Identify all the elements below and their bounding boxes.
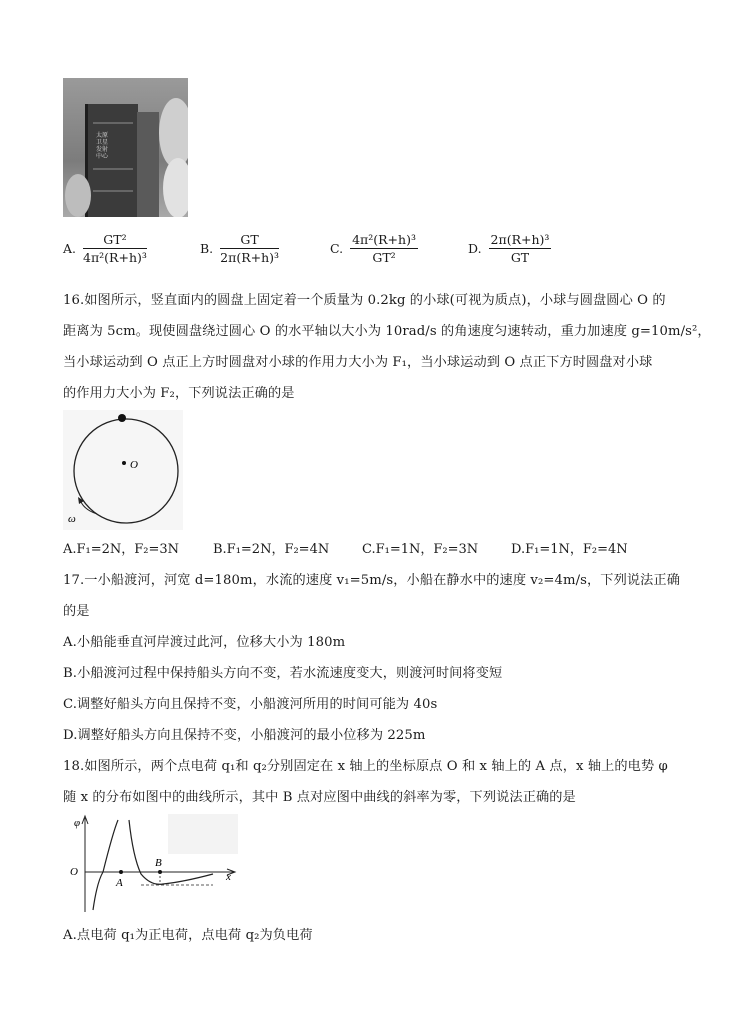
a-label: A bbox=[116, 877, 123, 889]
q16-option-c[interactable]: C.F₁=1N，F₂=3N bbox=[362, 542, 479, 557]
q17-option-c[interactable]: C.调整好船头方向且保持不变，小船渡河所用的时间可能为 40s bbox=[63, 697, 438, 712]
fraction-numerator: 4π²(R+h)³ bbox=[352, 232, 416, 247]
q18-text-line: 随 x 的分布如图中的曲线所示，其中 B 点对应图中曲线的斜率为零，下列说法正确的是 bbox=[63, 790, 576, 805]
q15-option-a[interactable] bbox=[63, 232, 147, 265]
center-label: O bbox=[130, 459, 138, 471]
x-label: x bbox=[226, 871, 231, 883]
q15-option-b-fraction bbox=[220, 232, 279, 265]
q17-text-line: 的是 bbox=[63, 604, 90, 619]
q18-text-line: 18.如图所示，两个点电荷 q₁和 q₂分别固定在 x 轴上的坐标原点 O 和 x 轴上的 A 点，x 轴上的电势 φ bbox=[63, 759, 668, 774]
phi-label: φ bbox=[74, 817, 81, 829]
curve-left-branch bbox=[93, 872, 103, 910]
q16-option-d[interactable]: D.F₁=1N，F₂=4N bbox=[511, 542, 628, 557]
q15-option-c[interactable] bbox=[330, 232, 418, 265]
photo-sign-text: 太原卫星发射中心 bbox=[96, 132, 109, 160]
fraction-numerator: GT² bbox=[83, 232, 147, 249]
fraction-numerator: 2π(R+h)³ bbox=[490, 232, 550, 247]
q15-option-d-fraction bbox=[489, 232, 552, 265]
curve-rise bbox=[103, 820, 118, 872]
q17-option-a[interactable]: A.小船能垂直河岸渡过此河，位移大小为 180m bbox=[63, 635, 346, 650]
q17-option-d[interactable]: D.调整好船头方向且保持不变，小船渡河的最小位移为 225m bbox=[63, 728, 426, 743]
fraction-denominator: 4π²(R+h)³ bbox=[83, 250, 147, 265]
rotating-disk-figure bbox=[63, 410, 183, 530]
fraction-denominator: GT² bbox=[372, 250, 396, 265]
origin-label: O bbox=[70, 866, 78, 878]
b-label: B bbox=[155, 857, 162, 869]
q15-option-b[interactable] bbox=[200, 232, 279, 265]
q16-text-line: 16.如图所示，竖直面内的圆盘上固定着一个质量为 0.2kg 的小球(可视为质点)，小球与圆盘圆心 O 的 bbox=[63, 293, 666, 308]
ball-dot bbox=[118, 414, 126, 422]
q16-option-b[interactable]: B.F₁=2N，F₂=4N bbox=[213, 542, 330, 557]
launch-tower-photo bbox=[63, 78, 188, 217]
q15-option-a-label: A. bbox=[63, 241, 77, 256]
fraction-denominator: GT bbox=[510, 250, 530, 265]
point-a bbox=[119, 870, 123, 874]
q15-option-c-fraction bbox=[350, 232, 418, 265]
fraction-denominator: 2π(R+h)³ bbox=[220, 250, 280, 265]
q15-option-a-fraction bbox=[83, 232, 147, 265]
figure-background bbox=[63, 410, 183, 530]
q16-text-line: 当小球运动到 O 点正上方时圆盘对小球的作用力大小为 F₁，当小球运动到 O 点正下方时圆盘对小球 bbox=[63, 355, 653, 370]
potential-graph bbox=[63, 812, 248, 917]
q15-option-d-label: D. bbox=[468, 241, 482, 256]
omega-label: ω bbox=[68, 513, 76, 525]
q17-option-b[interactable]: B.小船渡河过程中保持船头方向不变，若水流速度变大，则渡河时间将变短 bbox=[63, 666, 503, 681]
fraction-numerator: GT bbox=[220, 232, 279, 249]
q18-option-a[interactable]: A.点电荷 q₁为正电荷，点电荷 q₂为负电荷 bbox=[63, 928, 313, 943]
q16-text-line: 的作用力大小为 F₂，下列说法正确的是 bbox=[63, 386, 295, 401]
q16-option-a[interactable]: A.F₁=2N，F₂=3N bbox=[63, 542, 180, 557]
graph-faint-background bbox=[168, 814, 238, 854]
center-dot bbox=[122, 461, 126, 465]
q15-option-b-label: B. bbox=[200, 241, 214, 256]
q15-option-d[interactable] bbox=[468, 232, 551, 265]
q17-text-line: 17.一小船渡河，河宽 d=180m，水流的速度 v₁=5m/s，小船在静水中的速度 v₂=4m/s，下列说法正确 bbox=[63, 573, 681, 588]
q16-text-line: 距离为 5cm。现使圆盘绕过圆心 O 的水平轴以大小为 10rad/s 的角速度匀速转动，重力加速度 g=10m/s²， bbox=[63, 324, 711, 339]
q15-option-c-label: C. bbox=[330, 241, 344, 256]
